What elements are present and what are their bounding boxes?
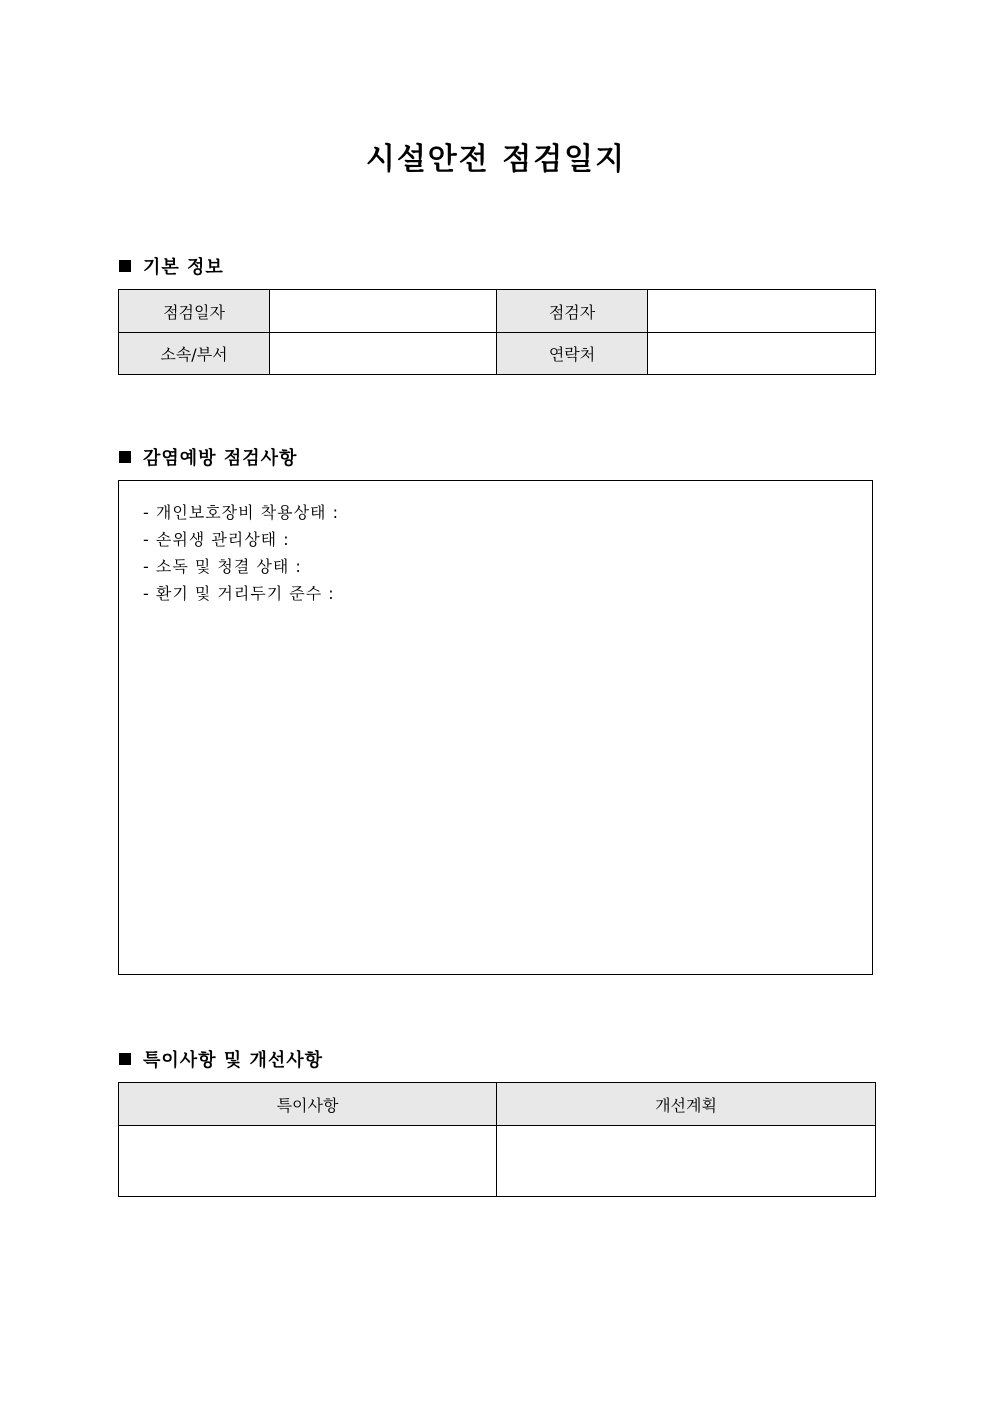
infection-checklist xyxy=(119,481,872,607)
checklist-item-disinfection: - 소독 및 청결 상태 : xyxy=(143,557,302,576)
basic-info-row xyxy=(119,290,876,333)
checklist-item-ventilation: - 환기 및 거리두기 준수 : xyxy=(143,584,335,603)
remarks-column-header: 특이사항 xyxy=(119,1083,497,1126)
document-title: 시설안전 점검일지 xyxy=(365,142,627,177)
inspector-label: 점검자 xyxy=(497,290,648,333)
remarks-value-row xyxy=(119,1126,876,1197)
remarks-field[interactable] xyxy=(119,1126,497,1197)
improvement-plan-field[interactable] xyxy=(497,1126,876,1197)
remarks-table xyxy=(118,1082,876,1197)
infection-heading xyxy=(119,444,297,470)
inspector-field[interactable] xyxy=(648,290,876,333)
contact-field[interactable] xyxy=(648,333,876,375)
department-label: 소속/부서 xyxy=(119,333,270,375)
basic-info-row xyxy=(119,333,876,375)
square-bullet-icon xyxy=(119,260,131,272)
checklist-item-ppe: - 개인보호장비 착용상태 : xyxy=(143,503,339,522)
square-bullet-icon xyxy=(119,451,131,463)
basic-info-table xyxy=(118,289,876,375)
infection-heading-text: 감염예방 점검사항 xyxy=(143,448,298,469)
infection-checklist-box[interactable] xyxy=(118,480,873,975)
basic-info-heading xyxy=(119,253,224,279)
checklist-item-hand-hygiene: - 손위생 관리상태 : xyxy=(143,530,290,549)
remarks-heading xyxy=(119,1046,323,1072)
remarks-heading-text: 특이사항 및 개선사항 xyxy=(143,1050,324,1071)
basic-info-heading-text: 기본 정보 xyxy=(143,257,224,278)
inspection-date-label: 점검일자 xyxy=(119,290,270,333)
department-field[interactable] xyxy=(270,333,497,375)
inspection-date-field[interactable] xyxy=(270,290,497,333)
square-bullet-icon xyxy=(119,1053,131,1065)
improvement-plan-column-header: 개선계획 xyxy=(497,1083,876,1126)
remarks-header-row xyxy=(119,1083,876,1126)
contact-label: 연락처 xyxy=(497,333,648,375)
